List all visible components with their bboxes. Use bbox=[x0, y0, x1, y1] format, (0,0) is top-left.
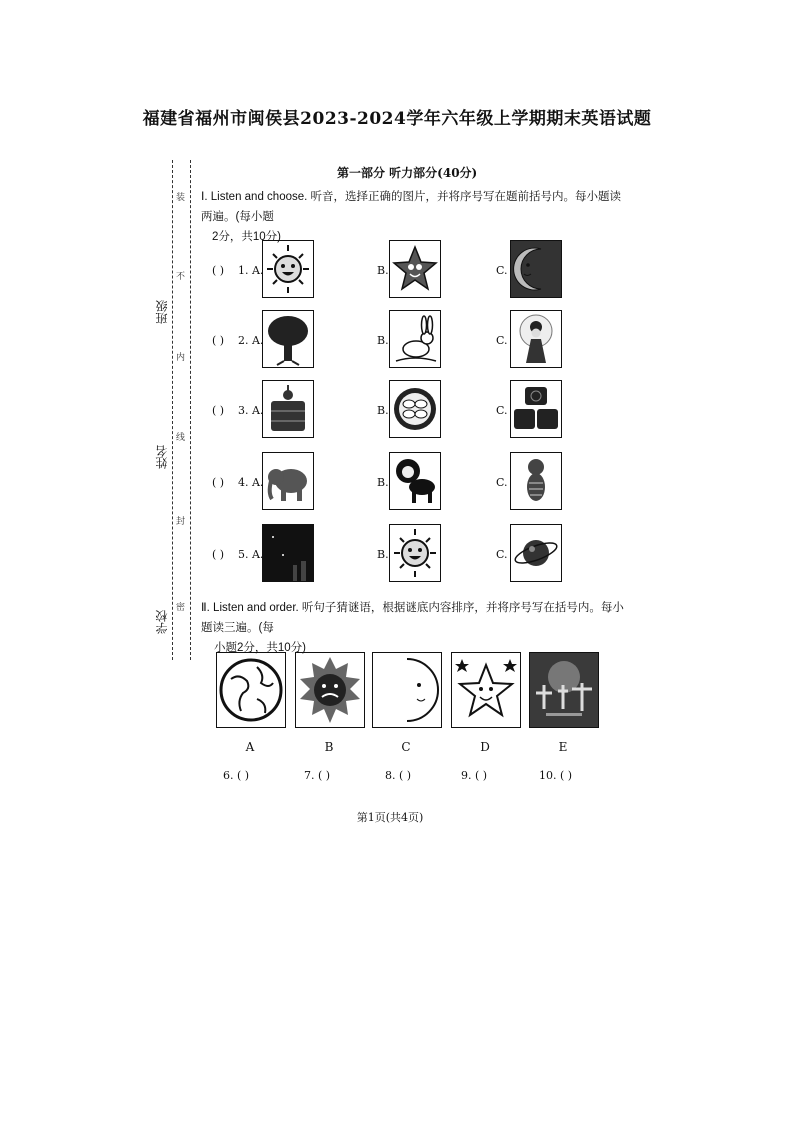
seal-char: 封 bbox=[176, 517, 186, 527]
answer-blank[interactable]: 7. ( ) bbox=[304, 769, 331, 782]
crescent-moon-icon bbox=[510, 240, 562, 298]
question-number: 3. A. bbox=[238, 404, 264, 417]
answer-blank[interactable]: 6. ( ) bbox=[223, 769, 250, 782]
tiger-icon bbox=[510, 452, 562, 510]
name-label: 姓名 bbox=[155, 445, 169, 469]
option-b-label: B. bbox=[377, 548, 389, 561]
option-c-label: C. bbox=[496, 264, 508, 277]
school-label: 学校 bbox=[155, 610, 169, 634]
chang-e-icon bbox=[510, 310, 562, 368]
question-number: 2. A. bbox=[238, 334, 264, 347]
lion-icon bbox=[389, 452, 441, 510]
earth-icon bbox=[216, 652, 286, 728]
question-row bbox=[206, 452, 606, 512]
option-c-label: C. bbox=[496, 334, 508, 347]
question-row bbox=[206, 310, 606, 370]
picture-letter: C bbox=[401, 740, 411, 754]
sun-icon bbox=[295, 652, 365, 728]
binding-line-outer bbox=[172, 160, 173, 660]
picture-letter: D bbox=[480, 740, 490, 754]
section2-instruction bbox=[201, 598, 631, 658]
seal-char: 内 bbox=[176, 353, 186, 363]
answer-parentheses[interactable]: ( ) bbox=[212, 548, 225, 561]
picture-letter: A bbox=[245, 740, 255, 754]
question-row bbox=[206, 240, 606, 300]
part-title: 第一部分 听力部分(40分) bbox=[337, 166, 478, 180]
cake-icon bbox=[262, 380, 314, 438]
answer-parentheses[interactable]: ( ) bbox=[212, 264, 225, 277]
question-number: 4. A. bbox=[238, 476, 264, 489]
option-b-label: B. bbox=[377, 334, 389, 347]
question-row bbox=[206, 380, 606, 440]
answer-blank[interactable]: 9. ( ) bbox=[461, 769, 488, 782]
elephant-icon bbox=[262, 452, 314, 510]
seal-char: 不 bbox=[176, 272, 186, 282]
dumplings-icon bbox=[389, 380, 441, 438]
picture-letter: E bbox=[558, 740, 568, 754]
binding-line-inner bbox=[190, 160, 191, 660]
instruction-line: 2分，共10分) bbox=[212, 231, 282, 243]
star-icon bbox=[451, 652, 521, 728]
section1-instruction bbox=[201, 187, 631, 247]
page-number: 第1页(共4页) bbox=[356, 811, 424, 824]
instruction-line: 小题2分，共10分) bbox=[214, 642, 307, 654]
rabbit-icon bbox=[389, 310, 441, 368]
mooncakes-icon bbox=[510, 380, 562, 438]
class-label: 班级 bbox=[155, 300, 169, 324]
mid-autumn-poster-icon bbox=[529, 652, 599, 728]
instruction-line: Ⅱ. Listen and order. 听句子猜谜语，根据谜底内容排序，并将序号写在括号内。每小题读三遍。(每 bbox=[201, 602, 624, 634]
answer-parentheses[interactable]: ( ) bbox=[212, 476, 225, 489]
question-number: 1. A. bbox=[238, 264, 264, 277]
picture-letter: B bbox=[324, 740, 334, 754]
option-b-label: B. bbox=[377, 404, 389, 417]
answer-blank[interactable]: 10. ( ) bbox=[539, 769, 573, 782]
question-row bbox=[206, 524, 606, 584]
seal-char: 装 bbox=[176, 193, 186, 203]
smiling-sun-icon bbox=[389, 524, 441, 582]
moon-face-icon bbox=[372, 652, 442, 728]
option-b-label: B. bbox=[377, 476, 389, 489]
answer-blank[interactable]: 8. ( ) bbox=[385, 769, 412, 782]
answer-parentheses[interactable]: ( ) bbox=[212, 404, 225, 417]
option-c-label: C. bbox=[496, 548, 508, 561]
tree-icon bbox=[262, 310, 314, 368]
answer-parentheses[interactable]: ( ) bbox=[212, 334, 225, 347]
smiling-sun-icon bbox=[262, 240, 314, 298]
seal-char: 线 bbox=[176, 433, 186, 443]
planet-icon bbox=[510, 524, 562, 582]
option-c-label: C. bbox=[496, 476, 508, 489]
night-sky-icon bbox=[262, 524, 314, 582]
option-b-label: B. bbox=[377, 264, 389, 277]
question-number: 5. A. bbox=[238, 548, 264, 561]
seal-char: 密 bbox=[176, 603, 186, 613]
exam-page bbox=[150, 152, 630, 842]
option-c-label: C. bbox=[496, 404, 508, 417]
instruction-line: Ⅰ. Listen and choose. 听音，选择正确的图片，并将序号写在题前括号内。每小题读两遍。(每小题 bbox=[201, 191, 622, 223]
star-face-icon bbox=[389, 240, 441, 298]
document-title: 福建省福州市闽侯县2023-2024学年六年级上学期期末英语试题 bbox=[142, 109, 652, 129]
